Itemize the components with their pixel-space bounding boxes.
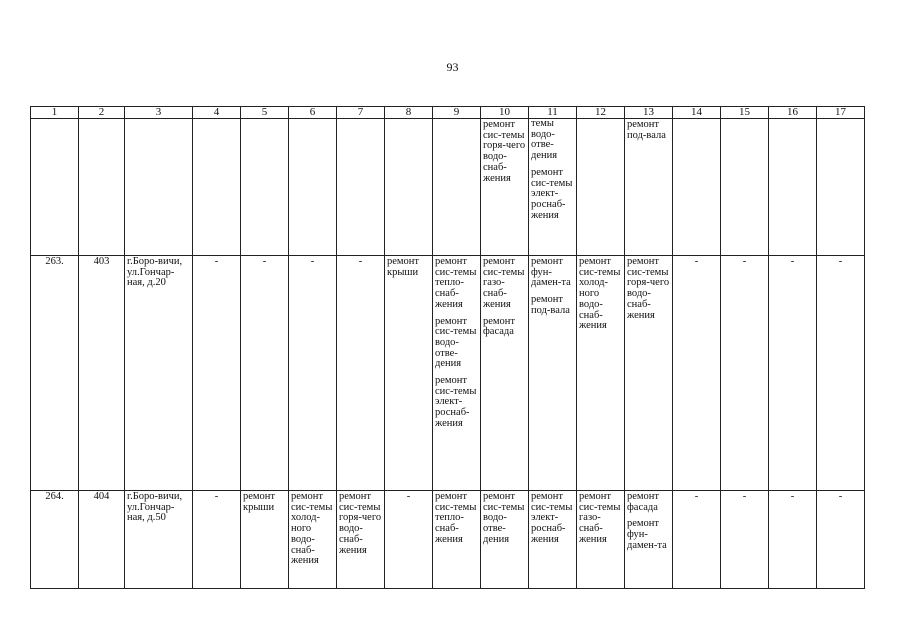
work-cell-16: - xyxy=(769,256,817,491)
work-cell-13 xyxy=(625,119,673,256)
row-number-cell xyxy=(31,119,79,256)
work-item: ремонт сис-темы элект-роснаб-жения xyxy=(531,166,573,221)
column-header: 4 xyxy=(193,107,241,119)
work-cell-4: - xyxy=(193,491,241,589)
work-cell-7: ремонт сис-темы горя-чего водо-снаб-жения xyxy=(337,491,385,589)
column-header: 6 xyxy=(289,107,337,119)
work-item: ремонт фасада xyxy=(627,491,660,513)
building-id-cell: 403 xyxy=(79,256,125,491)
work-cell-10 xyxy=(481,256,529,491)
work-cell-7 xyxy=(337,119,385,256)
address-cell: г.Боро-вичи, ул.Гончар-ная, д.50 xyxy=(125,491,193,589)
work-cell-4 xyxy=(193,119,241,256)
work-item: ремонт сис-темы водо-отве-дения xyxy=(483,491,525,545)
address-cell: г.Боро-вичи, ул.Гончар-ная, д.20 xyxy=(125,256,193,491)
work-cell-12 xyxy=(577,119,625,256)
work-item: ремонт фун-дамен-та xyxy=(627,518,667,551)
work-item: ремонт сис-темы тепло-снаб-жения xyxy=(435,491,477,545)
work-cell-17: - xyxy=(817,491,865,589)
column-header: 14 xyxy=(673,107,721,119)
page-number: 93 xyxy=(446,60,459,74)
column-header: 17 xyxy=(817,107,865,119)
work-cell-8: ремонт крыши xyxy=(385,256,433,491)
table-row xyxy=(31,491,865,589)
work-item: ремонт сис-темы тепло-снаб-жения xyxy=(435,256,477,310)
work-cell-15: - xyxy=(721,491,769,589)
work-item: ремонт сис-темы водо-отве-дения xyxy=(435,315,477,370)
work-item: темы водо-отве-дения xyxy=(531,118,558,162)
header-row xyxy=(31,107,865,119)
work-item: ремонт под-вала xyxy=(627,119,666,141)
work-cell-5: - xyxy=(241,256,289,491)
work-cell-16 xyxy=(769,119,817,256)
work-cell-15 xyxy=(721,119,769,256)
work-cell-12 xyxy=(577,491,625,589)
column-header: 2 xyxy=(79,107,125,119)
work-cell-15: - xyxy=(721,256,769,491)
work-cell-17: - xyxy=(817,256,865,491)
work-item: ремонт сис-темы горя-чего водо-снаб-жения xyxy=(627,256,670,321)
work-item: ремонт сис-темы холод-ного водо-снаб-жения xyxy=(579,256,621,332)
work-cell-8 xyxy=(385,119,433,256)
work-cell-6: ремонт сис-темы холод-ного водо-снаб-жения xyxy=(289,491,337,589)
work-item: ремонт фун-дамен-та xyxy=(531,256,571,289)
column-header: 8 xyxy=(385,107,433,119)
work-cell-11 xyxy=(529,491,577,589)
column-header: 13 xyxy=(625,107,673,119)
column-header: 15 xyxy=(721,107,769,119)
repair-schedule-table xyxy=(30,106,865,589)
column-header: 16 xyxy=(769,107,817,119)
column-header: 7 xyxy=(337,107,385,119)
work-item: ремонт сис-темы газо-снаб-жения xyxy=(579,491,621,545)
work-cell-11 xyxy=(529,256,577,491)
work-cell-5: ремонт крыши xyxy=(241,491,289,589)
column-header: 3 xyxy=(125,107,193,119)
address-cell xyxy=(125,119,193,256)
work-item: ремонт сис-темы газо-снаб-жения xyxy=(483,256,525,310)
work-item: ремонт сис-темы элект-роснаб-жения xyxy=(531,491,573,545)
work-cell-4: - xyxy=(193,256,241,491)
work-cell-16: - xyxy=(769,491,817,589)
column-header: 12 xyxy=(577,107,625,119)
work-cell-14: - xyxy=(673,491,721,589)
work-cell-8: - xyxy=(385,491,433,589)
work-cell-17 xyxy=(817,119,865,256)
work-cell-5 xyxy=(241,119,289,256)
work-cell-10 xyxy=(481,491,529,589)
work-item: ремонт сис-темы элект-роснаб-жения xyxy=(435,375,477,429)
work-cell-11 xyxy=(529,119,577,256)
row-number-cell: 263. xyxy=(31,256,79,491)
column-header: 5 xyxy=(241,107,289,119)
column-header: 11 xyxy=(529,107,577,119)
building-id-cell xyxy=(79,119,125,256)
work-cell-14 xyxy=(673,119,721,256)
table-row xyxy=(31,119,865,256)
work-cell-10 xyxy=(481,119,529,256)
column-header: 9 xyxy=(433,107,481,119)
column-header: 10 xyxy=(481,107,529,119)
work-cell-7: - xyxy=(337,256,385,491)
row-number-cell: 264. xyxy=(31,491,79,589)
work-cell-13 xyxy=(625,256,673,491)
work-cell-13 xyxy=(625,491,673,589)
work-cell-6: - xyxy=(289,256,337,491)
table-row xyxy=(31,256,865,491)
work-cell-6 xyxy=(289,119,337,256)
column-header: 1 xyxy=(31,107,79,119)
work-item: ремонт сис-темы горя-чего водо-снаб-жения xyxy=(483,119,526,184)
work-cell-9 xyxy=(433,119,481,256)
work-cell-12 xyxy=(577,256,625,491)
work-cell-9 xyxy=(433,491,481,589)
work-item: ремонт под-вала xyxy=(531,294,570,316)
work-cell-9 xyxy=(433,256,481,491)
work-item: ремонт фасада xyxy=(483,315,516,338)
work-cell-14: - xyxy=(673,256,721,491)
building-id-cell: 404 xyxy=(79,491,125,589)
